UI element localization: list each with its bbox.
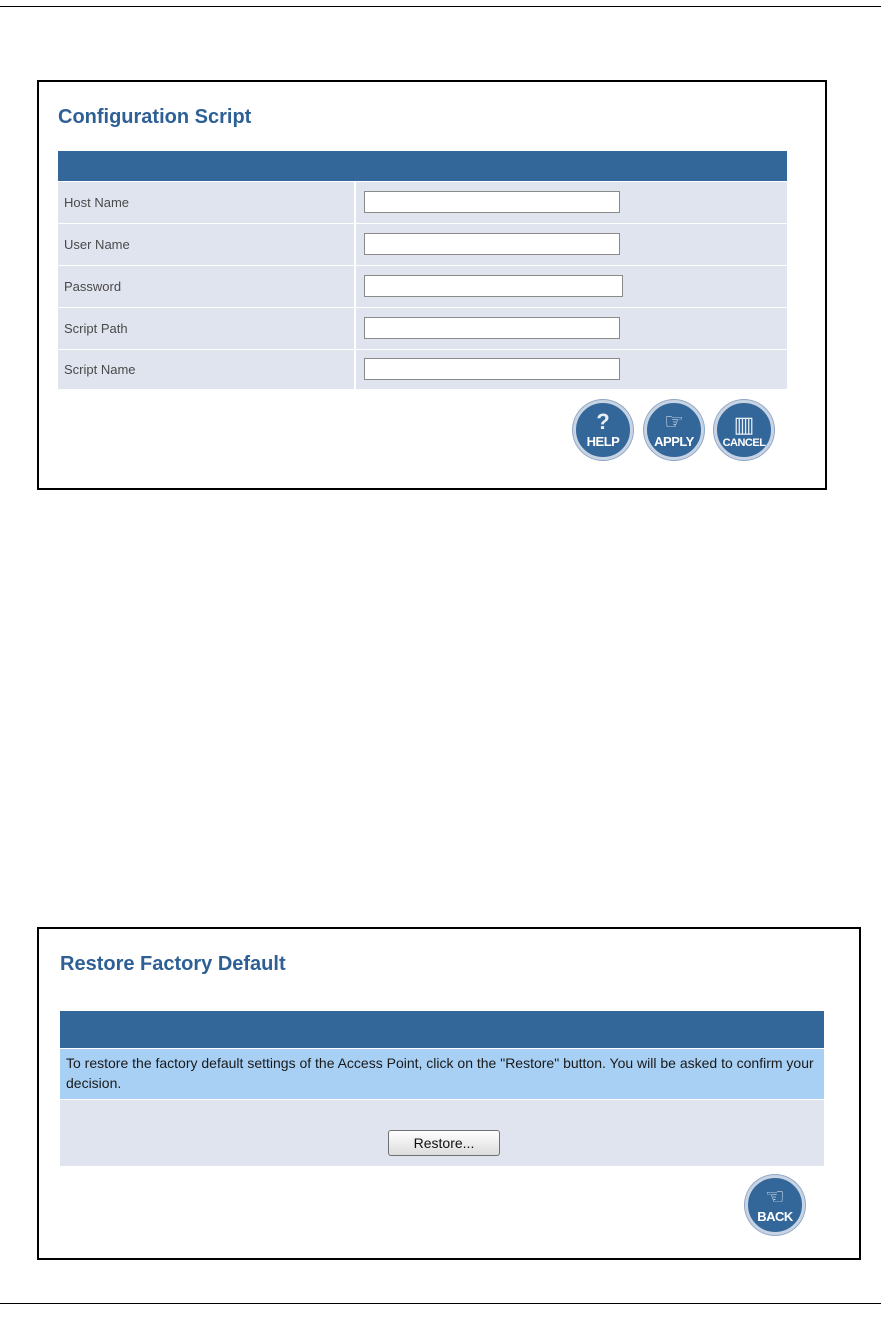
host-name-input[interactable] <box>364 191 620 213</box>
top-rule <box>0 6 881 7</box>
help-button[interactable]: ? HELP <box>573 400 633 460</box>
restore-instructions: To restore the factory default settings of the Access Point, click on the "Restore" button. You will be asked to confirm your decision. <box>60 1049 824 1099</box>
user-name-row <box>58 224 787 265</box>
trash-can-icon: ▥ <box>733 412 755 437</box>
script-name-label: Script Name <box>64 362 136 377</box>
question-mark-icon: ? <box>596 409 610 434</box>
user-name-label: User Name <box>64 237 130 252</box>
host-name-label: Host Name <box>64 195 130 210</box>
panel-title: Configuration Script <box>58 106 252 128</box>
restore-factory-default-panel <box>37 927 861 1260</box>
password-input[interactable] <box>364 275 623 297</box>
table-header-bar <box>58 151 787 181</box>
table-header-bar <box>60 1011 824 1048</box>
script-path-label: Script Path <box>64 321 128 336</box>
script-path-row <box>58 308 787 349</box>
restore-button-row <box>60 1100 824 1166</box>
host-name-row <box>58 182 787 223</box>
password-label: Password <box>64 279 122 294</box>
bottom-rule <box>0 1303 881 1304</box>
apply-button[interactable]: ☞ APPLY <box>644 400 704 460</box>
user-name-input[interactable] <box>364 233 620 255</box>
back-button[interactable]: ☜ BACK <box>745 1175 805 1235</box>
script-name-row <box>58 350 787 389</box>
password-row <box>58 266 787 307</box>
hand-pointer-icon: ☜ <box>765 1184 785 1209</box>
configuration-script-panel <box>37 80 827 490</box>
script-name-input[interactable] <box>364 358 620 380</box>
hand-pointer-icon: ☞ <box>664 409 684 434</box>
restore-button[interactable]: Restore... <box>388 1130 500 1156</box>
script-path-input[interactable] <box>364 317 620 339</box>
cancel-button[interactable]: ▥ CANCEL <box>714 400 774 460</box>
panel-title: Restore Factory Default <box>60 953 286 975</box>
